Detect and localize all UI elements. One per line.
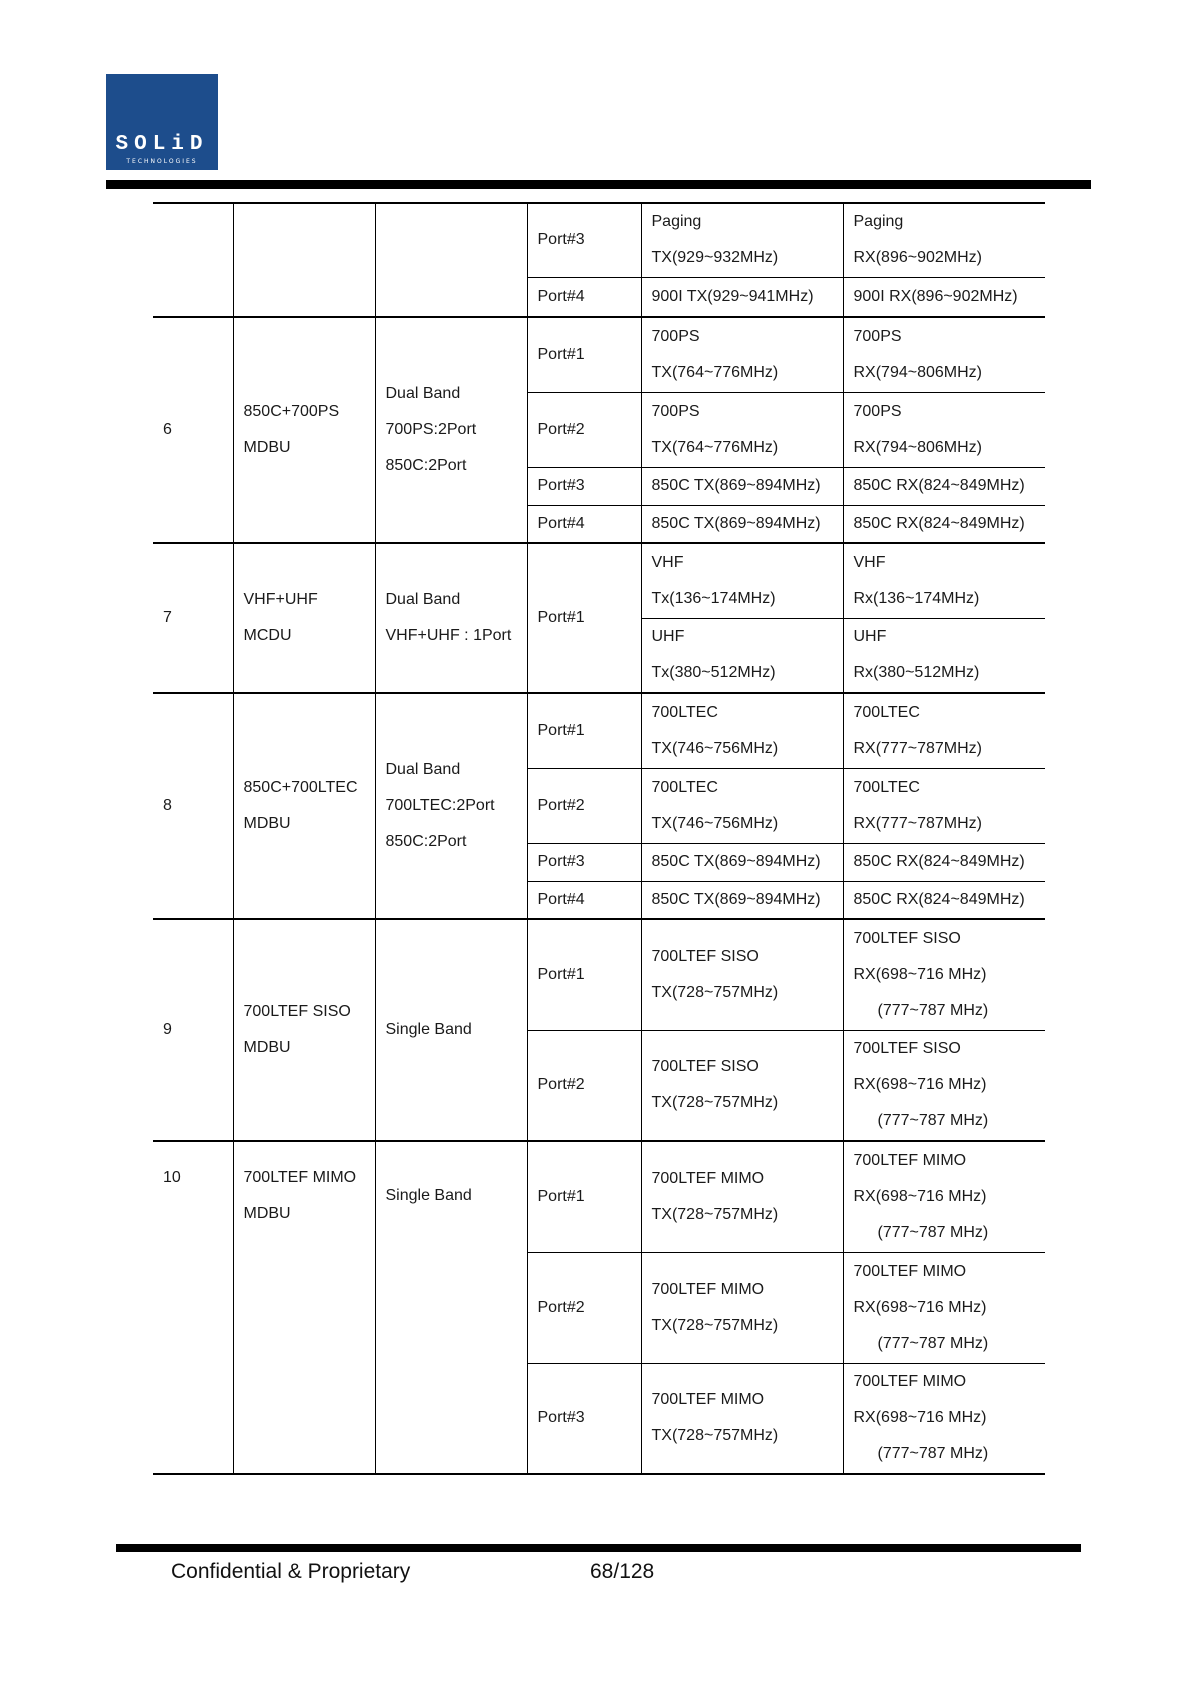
cell-rx: 850C RX(824~849MHz) <box>843 843 1045 881</box>
cell-tx: 700LTEF SISO TX(728~757MHz) <box>641 919 843 1030</box>
cell-tx: 700PS TX(764~776MHz) <box>641 392 843 467</box>
cell-port: Port#1 <box>527 1141 641 1252</box>
footer-rule <box>116 1544 1081 1552</box>
cell-port: Port#2 <box>527 1252 641 1363</box>
cell-port: Port#1 <box>527 919 641 1030</box>
cell-tx: 700LTEF SISO TX(728~757MHz) <box>641 1030 843 1141</box>
cell-port: Port#4 <box>527 881 641 919</box>
cell-band: Single Band <box>375 1141 527 1474</box>
cell-rx: Paging RX(896~902MHz) <box>843 203 1045 277</box>
cell-rx: 850C RX(824~849MHz) <box>843 505 1045 543</box>
cell-band: Dual Band VHF+UHF : 1Port <box>375 543 527 693</box>
cell-rx: 700LTEF MIMO RX(698~716 MHz) (777~787 MHz) <box>843 1363 1045 1474</box>
company-logo <box>106 74 218 170</box>
table-row <box>153 317 1045 392</box>
cell-band: Single Band <box>375 919 527 1141</box>
cell-port: Port#3 <box>527 843 641 881</box>
cell-tx: UHF Tx(380~512MHz) <box>641 618 843 693</box>
cell-port: Port#4 <box>527 505 641 543</box>
table-row <box>153 919 1045 1030</box>
cell-rx: 700LTEF SISO RX(698~716 MHz) (777~787 MHz) <box>843 919 1045 1030</box>
logo-name: SOLiD <box>115 133 209 156</box>
cell-tx: 700LTEF MIMO TX(728~757MHz) <box>641 1252 843 1363</box>
header-rule <box>106 180 1091 189</box>
cell-tx: 900I TX(929~941MHz) <box>641 277 843 317</box>
cell-tx: Paging TX(929~932MHz) <box>641 203 843 277</box>
cell-port: Port#2 <box>527 1030 641 1141</box>
cell-tx: 700LTEF MIMO TX(728~757MHz) <box>641 1141 843 1252</box>
cell-tx: 700LTEF MIMO TX(728~757MHz) <box>641 1363 843 1474</box>
cell-model: VHF+UHF MCDU <box>233 543 375 693</box>
cell-tx: 850C TX(869~894MHz) <box>641 505 843 543</box>
cell-tx: 850C TX(869~894MHz) <box>641 467 843 505</box>
cell-port: Port#4 <box>527 277 641 317</box>
cell-rx: 700LTEC RX(777~787MHz) <box>843 768 1045 843</box>
cell-rx: 900I RX(896~902MHz) <box>843 277 1045 317</box>
cell-model: 700LTEF MIMO MDBU <box>233 1141 375 1474</box>
cell-no: 6 <box>153 317 233 543</box>
cell-port: Port#3 <box>527 203 641 277</box>
cell-band: Dual Band 700PS:2Port 850C:2Port <box>375 317 527 543</box>
port-frequency-table <box>153 202 1045 1475</box>
cell-rx: 700LTEC RX(777~787MHz) <box>843 693 1045 768</box>
cell-tx: 700PS TX(764~776MHz) <box>641 317 843 392</box>
cell-rx: 700LTEF MIMO RX(698~716 MHz) (777~787 MHz) <box>843 1252 1045 1363</box>
cell-port: Port#2 <box>527 768 641 843</box>
cell-model: 850C+700LTEC MDBU <box>233 693 375 919</box>
cell-rx: VHF Rx(136~174MHz) <box>843 543 1045 618</box>
cell-no: 9 <box>153 919 233 1141</box>
cell-rx: UHF Rx(380~512MHz) <box>843 618 1045 693</box>
cell-band <box>375 203 527 317</box>
cell-port: Port#1 <box>527 543 641 693</box>
table-row <box>153 693 1045 768</box>
table-row <box>153 1141 1045 1252</box>
cell-tx: 700LTEC TX(746~756MHz) <box>641 768 843 843</box>
table-row <box>153 203 1045 277</box>
cell-no: 10 <box>153 1141 233 1474</box>
table-row <box>153 543 1045 618</box>
cell-model: 850C+700PS MDBU <box>233 317 375 543</box>
cell-rx: 700PS RX(794~806MHz) <box>843 317 1045 392</box>
cell-band: Dual Band 700LTEC:2Port 850C:2Port <box>375 693 527 919</box>
cell-no: 7 <box>153 543 233 693</box>
cell-port: Port#1 <box>527 317 641 392</box>
cell-tx: 850C TX(869~894MHz) <box>641 843 843 881</box>
cell-port: Port#1 <box>527 693 641 768</box>
cell-rx: 700PS RX(794~806MHz) <box>843 392 1045 467</box>
footer-confidential: Confidential & Proprietary <box>171 1560 411 1583</box>
footer-page-number: 68/128 <box>590 1560 655 1583</box>
cell-tx: 850C TX(869~894MHz) <box>641 881 843 919</box>
cell-no: 8 <box>153 693 233 919</box>
cell-model <box>233 203 375 317</box>
logo-tagline: TECHNOLOGIES <box>126 158 198 165</box>
cell-port: Port#2 <box>527 392 641 467</box>
cell-rx: 850C RX(824~849MHz) <box>843 467 1045 505</box>
cell-port: Port#3 <box>527 467 641 505</box>
cell-port: Port#3 <box>527 1363 641 1474</box>
cell-rx: 700LTEF MIMO RX(698~716 MHz) (777~787 MHz) <box>843 1141 1045 1252</box>
cell-no <box>153 203 233 317</box>
cell-rx: 700LTEF SISO RX(698~716 MHz) (777~787 MHz) <box>843 1030 1045 1141</box>
cell-tx: VHF Tx(136~174MHz) <box>641 543 843 618</box>
cell-model: 700LTEF SISO MDBU <box>233 919 375 1141</box>
cell-tx: 700LTEC TX(746~756MHz) <box>641 693 843 768</box>
cell-rx: 850C RX(824~849MHz) <box>843 881 1045 919</box>
